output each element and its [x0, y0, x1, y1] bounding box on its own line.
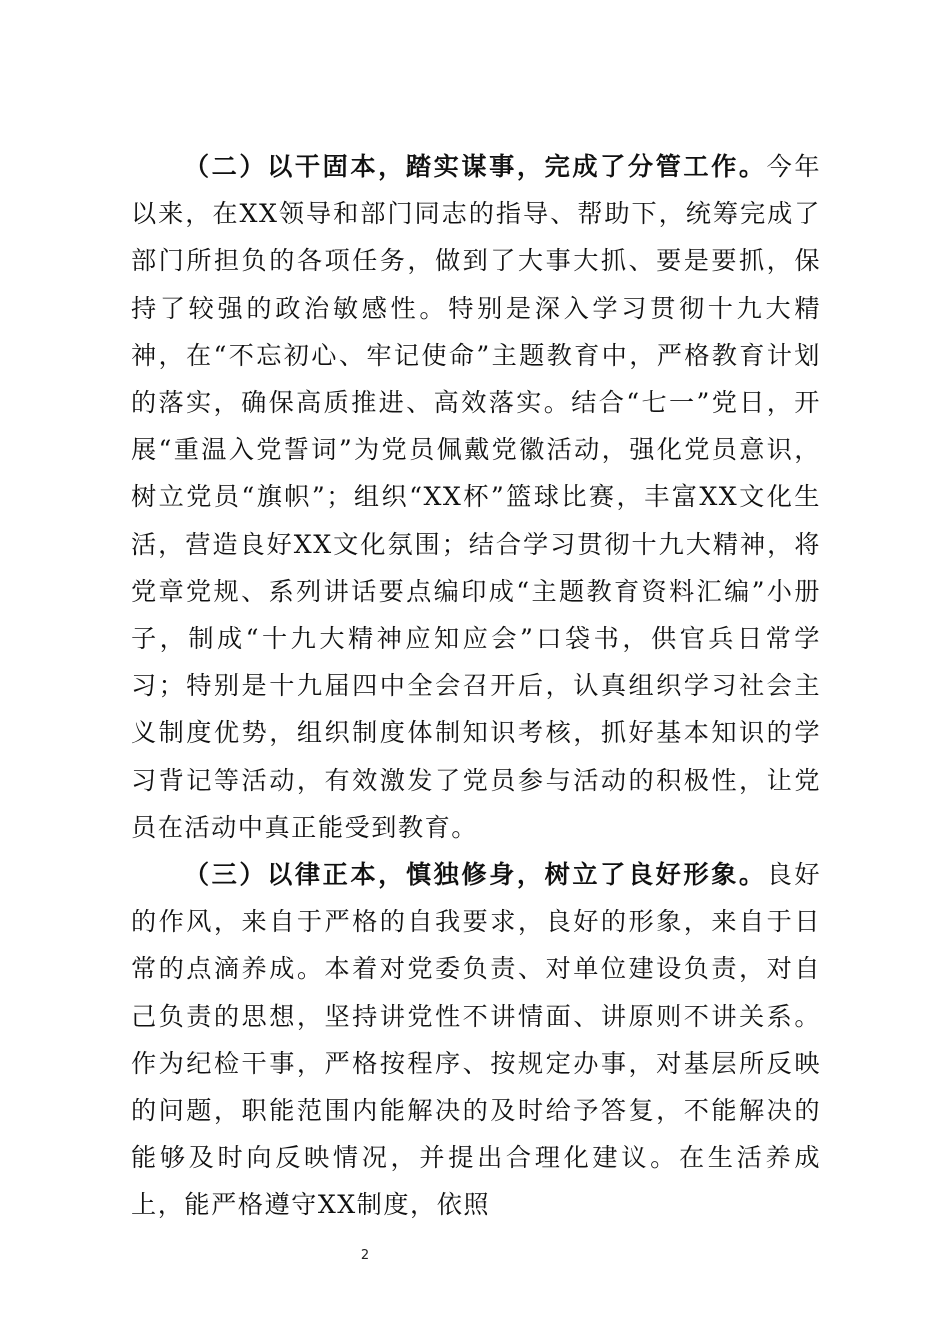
paragraph-2-heading: （二）以干固本，踏实谋事，完成了分管工作。 — [183, 151, 767, 181]
page-number: 2 — [360, 1248, 370, 1263]
paragraph-3-heading: （三）以律正本，慎独修身，树立了良好形象。 — [183, 859, 767, 890]
paragraph-2 — [131, 143, 821, 851]
paragraph-3 — [131, 851, 821, 1229]
document-body — [131, 143, 821, 1229]
paragraph-3-text: 良好的作风，来自于严格的自我要求，良好的形象，来自于日常的点滴养成。本着对党委负责、对单位建设负责，对自己负责的思想，坚持讲党性不讲情面、讲原则不讲关系。作为纪检干事，严格按程序、按规定办事，对基层所反映的问题，职能范围内能解决的及时给予答复，不能解决的能够及时向反映情况，并提出合理化建议。在生活养成上，能严格遵守XX制度，依照 — [131, 860, 822, 1220]
paragraph-2-text: 今年以来，在XX领导和部门同志的指导、帮助下，统筹完成了部门所担负的各项任务，做到了大事大抓、要是要抓，保持了较强的政治敏感性。特别是深入学习贯彻十九大精神，在“不忘初心、牢记使命”主题教育中，严格教育计划的落实，确保高质推进、高效落实。结合“七一”党日，开展“重温入党誓词”为党员佩戴党徽活动，强化党员意识，树立党员“旗帜”；组织“XX杯”篮球比赛，丰富XX文化生活，营造良好XX文化氛围；结合学习贯彻十九大精神，将党章党规、系列讲话要点编印成“主题教育资料汇编”小册子，制成“十九大精神应知应会”口袋书，供官兵日常学习；特别是十九届四中全会召开后，认真组织学习社会主义制度优势，组织制度体制知识考核，抓好基本知识的学习背记等活动，有效激发了党员参与活动的积极性，让党员在活动中真正能受到教育。 — [131, 152, 822, 842]
